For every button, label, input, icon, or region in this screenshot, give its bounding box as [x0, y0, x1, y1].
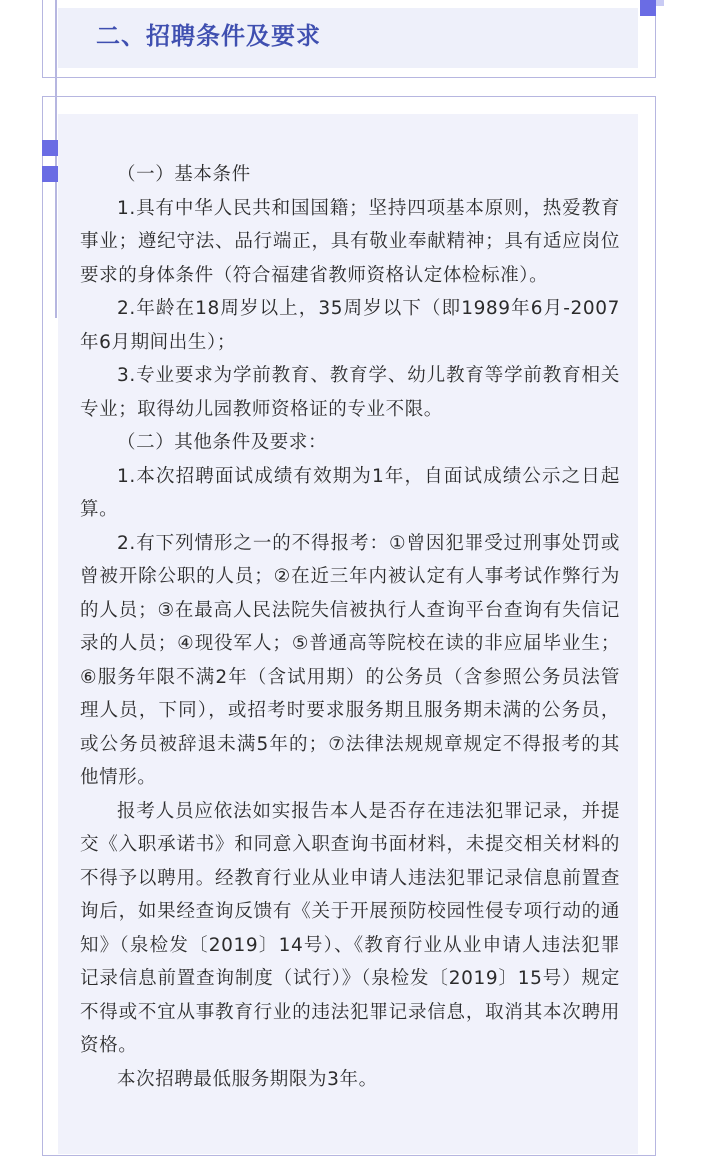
- paragraph-exclusions: 2.有下列情形之一的不得报考：①曾因犯罪受过刑事处罚或曾被开除公职的人员；②在近三年内被认定有人事考试作弊行为的人员；③在最高人民法院失信被执行人查询平台查询有失信记录的人员；④现役军人；⑤普通高等院校在读的非应届毕业生；⑥服务年限不满2年（含试用期）的公务员（含参照公务员法管理人员，下同），或招考时要求服务期且服务期未满的公务员，或公务员被辞退未满5年的；⑦法律法规规章规定不得报考的其他情形。: [80, 532, 620, 788]
- decorative-square: [42, 166, 58, 182]
- section-title: 二、招聘条件及要求: [96, 22, 321, 50]
- paragraph-service-period: 本次招聘最低服务期限为3年。: [117, 1068, 378, 1090]
- paragraph-criminal-record: 报考人员应依法如实报告本人是否存在违法犯罪记录，并提交《入职承诺书》和同意入职查询书面材料，未提交相关材料的不得予以聘用。经教育行业从业申请人违法犯罪记录信息前置查询后，如果经查询反馈有《关于开展预防校园性侵专项行动的通知》（泉检发〔2019〕14号）、《教育行业从业申请人违法犯罪记录信息前置查询制度（试行）》（泉检发〔2019〕15号）规定不得或不宜从事教育行业的违法犯罪记录信息，取消其本次聘用资格。: [80, 800, 620, 1056]
- paragraph-nationality: 1.具有中华人民共和国国籍；坚持四项基本原则，热爱教育事业；遵纪守法、品行端正，具有敬业奉献精神；具有适应岗位要求的身体条件（符合福建省教师资格认定体检标准）。: [80, 197, 620, 286]
- article-body: [80, 158, 620, 1096]
- decorative-vertical-line: [55, 0, 57, 318]
- paragraph-validity: 1.本次招聘面试成绩有效期为1年，自面试成绩公示之日起算。: [80, 465, 620, 520]
- subheading-basic-conditions: （一）基本条件: [117, 164, 251, 185]
- decorative-square: [656, 0, 664, 6]
- decorative-square: [640, 0, 656, 16]
- paragraph-major: 3.专业要求为学前教育、教育学、幼儿教育等学前教育相关专业；取得幼儿园教师资格证的专业不限。: [80, 365, 620, 420]
- decorative-square: [42, 140, 58, 156]
- subheading-other-conditions: （二）其他条件及要求：: [117, 432, 328, 453]
- paragraph-age: 2.年龄在18周岁以上，35周岁以下（即1989年6月-2007年6月期间出生）；: [80, 298, 620, 353]
